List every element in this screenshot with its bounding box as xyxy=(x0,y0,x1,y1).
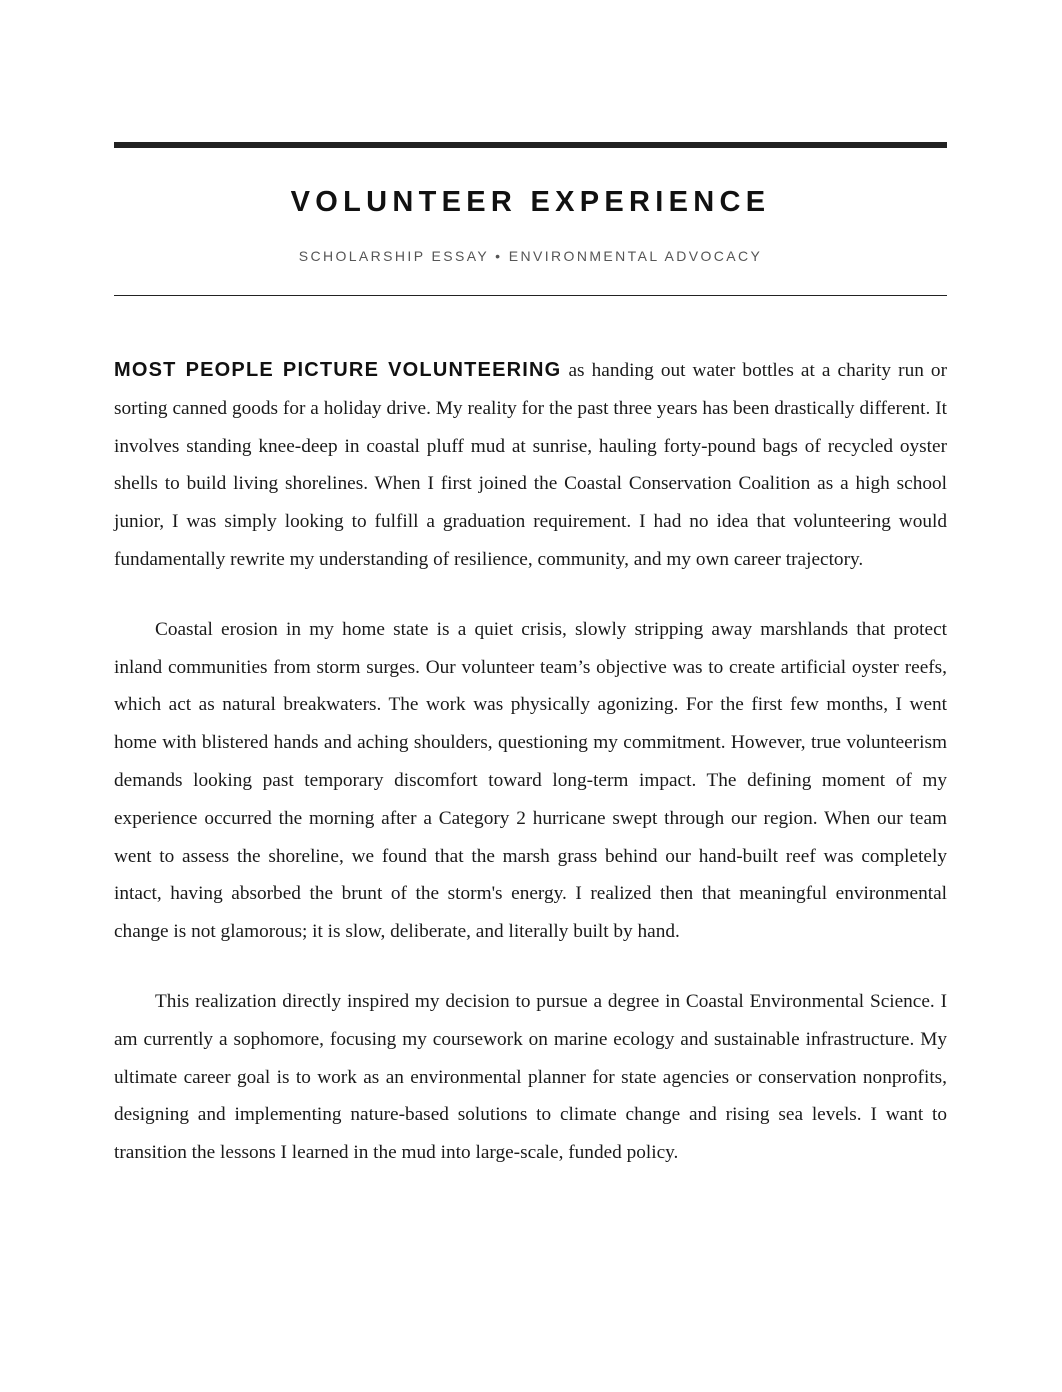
header-divider xyxy=(114,295,947,296)
paragraph-3: This realization directly inspired my decision to pursue a degree in Coastal Environmental Science. I am currently a sophomore, focusing my coursework on marine ecology and sustainable infrastructure. My ultimate career goal is to work as an environmental planner for state agencies or conservation nonprofits, designing and implementing nature-based solutions to climate change and rising sea levels. I want to transition the lessons I learned in the mud into large-scale, funded policy. xyxy=(114,990,947,1164)
essay-page xyxy=(114,0,947,1392)
lead-in: MOST PEOPLE PICTURE VOLUNTEERING xyxy=(114,359,562,381)
essay-title: VOLUNTEER EXPERIENCE xyxy=(290,186,771,218)
paragraph-1-text: as handing out water bottles at a charity run or sorting canned goods for a holiday drive. My reality for the past three years has been drastically different. It involves standing knee-deep in coastal pluff mud at sunrise, hauling forty-pound bags of recycled oyster shells to build living shorelines. When I first joined the Coastal Conservation Coalition as a high school junior, I was simply looking to fulfill a graduation requirement. I had no idea that volunteering would fundamentally rewrite my understanding of resilience, community, and my own career trajectory. xyxy=(114,360,947,570)
essay-body xyxy=(114,352,947,1204)
paragraph-2: Coastal erosion in my home state is a quiet crisis, slowly stripping away marshlands that protect inland communities from storm surges. Our volunteer team’s objective was to create artificial oyster reefs, which act as natural breakwaters. The work was physically agonizing. For the first few months, I went home with blistered hands and aching shoulders, questioning my commitment. However, true volunteerism demands looking past temporary discomfort toward long-term impact. The defining moment of my experience occurred the morning after a Category 2 hurricane swept through our region. When our team went to assess the shoreline, we found that the marsh grass behind our hand-built reef was completely intact, having absorbed the brunt of the storm's energy. I realized then that meaningful environmental change is not glamorous; it is slow, deliberate, and literally built by hand. xyxy=(114,618,947,943)
essay-subtitle: SCHOLARSHIP ESSAY • ENVIRONMENTAL ADVOCACY xyxy=(298,248,763,264)
paragraph-1 xyxy=(114,352,947,579)
top-rule xyxy=(114,142,947,148)
